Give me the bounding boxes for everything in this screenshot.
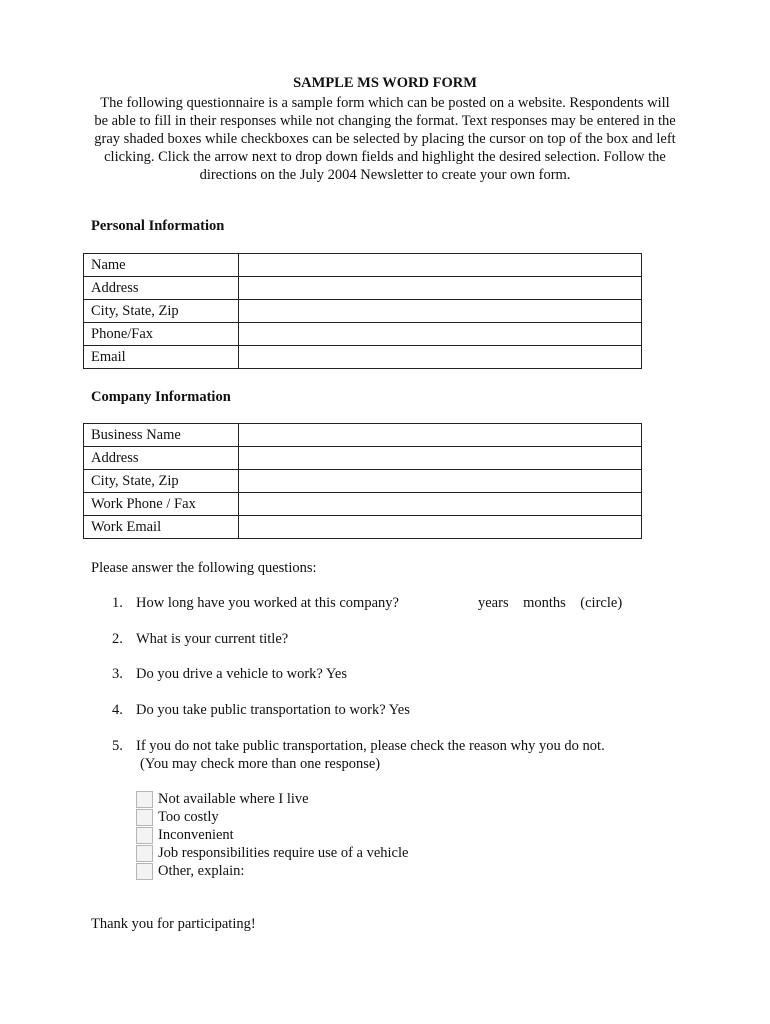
checkbox[interactable] [136,827,153,844]
question-2-text: What is your current title? [136,631,289,647]
company-info-table [83,423,642,539]
question-1-number: 1. [112,595,123,611]
personal-info-table [83,253,642,369]
questions-intro: Please answer the following questions: [91,560,317,576]
business-name-input[interactable] [246,425,641,445]
question-5-text: If you do not take public transportation, please check the reason why you do not. [136,738,605,754]
work-phone-fax-input[interactable] [246,494,641,514]
work-phone-fax-label: Work Phone / Fax [84,493,239,516]
reason-label: Inconvenient [158,826,234,843]
city-state-zip-input[interactable] [246,301,641,321]
table-row [84,516,642,539]
business-name-field-cell [239,424,642,447]
company-address-field-cell [239,447,642,470]
table-row [84,346,642,369]
checkbox[interactable] [136,791,153,808]
table-row [84,424,642,447]
phone-fax-input[interactable] [246,324,641,344]
email-field-cell [239,346,642,369]
reason-label: Too costly [158,808,219,825]
company-city-state-zip-input[interactable] [246,471,641,491]
company-info-heading: Company Information [91,389,231,405]
company-city-state-zip-field-cell [239,470,642,493]
question-2-number: 2. [112,631,123,647]
phone-fax-field-cell [239,323,642,346]
reason-option-job-responsibilities [136,844,408,862]
company-address-label: Address [84,447,239,470]
table-row [84,277,642,300]
reason-label: Job responsibilities require use of a vehicle [158,844,409,861]
address-label: Address [84,277,239,300]
company-city-state-zip-label: City, State, Zip [84,470,239,493]
address-field-cell [239,277,642,300]
reason-option-not-available [136,790,309,808]
business-name-label: Business Name [84,424,239,447]
question-5-subtext: (You may check more than one response) [140,756,381,772]
email-input[interactable] [246,347,641,367]
work-email-input[interactable] [246,517,641,537]
table-row [84,300,642,323]
form-title: SAMPLE MS WORD FORM [293,75,477,91]
work-phone-fax-field-cell [239,493,642,516]
checkbox[interactable] [136,845,153,862]
city-state-zip-field-cell [239,300,642,323]
checkbox[interactable] [136,863,153,880]
phone-fax-label: Phone/Fax [84,323,239,346]
city-state-zip-label: City, State, Zip [84,300,239,323]
address-input[interactable] [246,278,641,298]
table-row [84,447,642,470]
checkbox[interactable] [136,809,153,826]
thank-you-message: Thank you for participating! [91,916,256,932]
reason-label: Not available where I live [158,790,309,807]
table-row [84,254,642,277]
table-row [84,323,642,346]
company-address-input[interactable] [246,448,641,468]
question-4-text: Do you take public transportation to work? Yes [136,702,410,718]
reason-option-too-costly [136,808,219,826]
work-email-label: Work Email [84,516,239,539]
question-3-number: 3. [112,666,123,682]
reason-option-other [136,862,244,880]
name-label: Name [84,254,239,277]
question-5-number: 5. [112,738,123,754]
name-field-cell [239,254,642,277]
email-label: Email [84,346,239,369]
intro-paragraph: The following questionnaire is a sample form which can be posted on a website. Respondents will be able to fill in their responses while not changing the format. Text responses may be entered in the gray shaded boxes while checkboxes can be selected by placing the cursor on top of the box and left clicking. Click the arrow next to drop down fields and highlight the desired selection. Follow the directions on the July 2004 Newsletter to create your own form. [94,95,676,183]
question-1-units: years months (circle) [478,595,623,611]
table-row [84,493,642,516]
reason-option-inconvenient [136,826,234,844]
name-input[interactable] [246,255,641,275]
work-email-field-cell [239,516,642,539]
question-1-text: How long have you worked at this company? [136,595,399,611]
table-row [84,470,642,493]
question-3-text: Do you drive a vehicle to work? Yes [136,666,348,682]
question-4-number: 4. [112,702,123,718]
personal-info-heading: Personal Information [91,218,225,234]
reason-label: Other, explain: [158,862,245,879]
